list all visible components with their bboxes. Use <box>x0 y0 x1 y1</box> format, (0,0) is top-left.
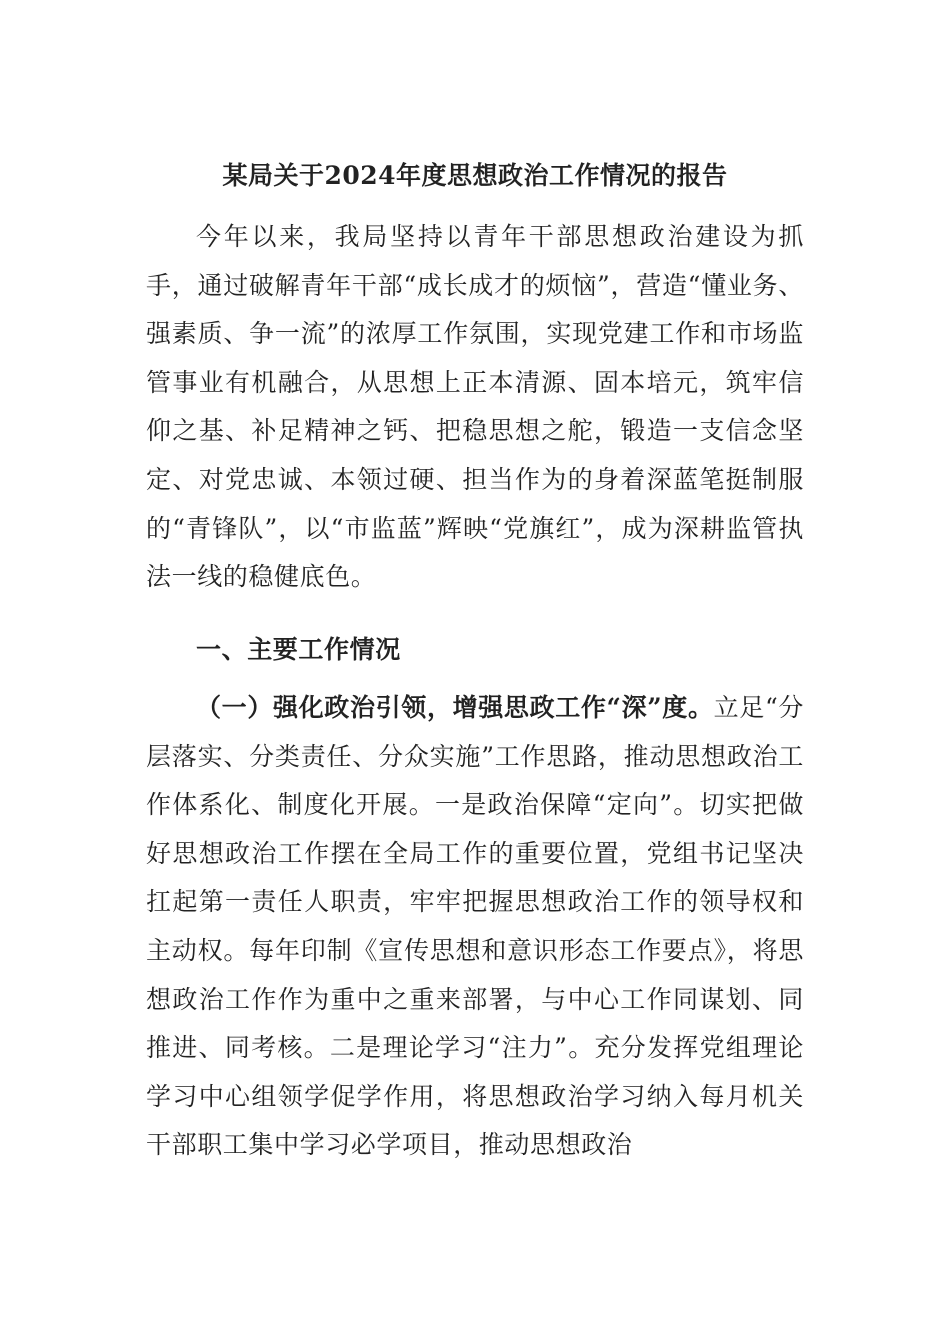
subsection-text: 立足“分层落实、分类责任、分众实施”工作思路，推动思想政治工作体系化、制度化开展。一是政治保障“定向”。切实把做好思想政治工作摆在全局工作的重要位置，党组书记坚决扛起第一责任人职责，牢牢把握思想政治工作的领导权和主动权。每年印制《宣传思想和意识形态工作要点》，将思想政治工作作为重中之重来部署，与中心工作同谋划、同推进、同考核。二是理论学习“注力”。充分发挥党组理论学习中心组领学促学作用，将思想政治学习纳入每月机关干部职工集中学习必学项目，推动思想政治 <box>146 693 804 1160</box>
document-title: 某局关于2024年度思想政治工作情况的报告 <box>222 161 728 190</box>
subsection-paragraph <box>146 684 804 1170</box>
intro-paragraph: 今年以来，我局坚持以青年干部思想政治建设为抓手，通过破解青年干部“成长成才的烦恼”，营造“懂业务、强素质、争一流”的浓厚工作氛围，实现党建工作和市场监管事业有机融合，从思想上正本清源、固本培元，筑牢信仰之基、补足精神之钙、把稳思想之舵，锻造一支信念坚定、对党忠诚、本领过硬、担当作为的身着深蓝笔挺制服的“青锋队”，以“市监蓝”辉映“党旗红”，成为深耕监管执法一线的稳健底色。 <box>146 222 804 592</box>
section-heading: 一、主要工作情况 <box>196 635 401 664</box>
subsection-lead: （一）强化政治引领，增强思政工作“深”度。 <box>196 693 714 722</box>
